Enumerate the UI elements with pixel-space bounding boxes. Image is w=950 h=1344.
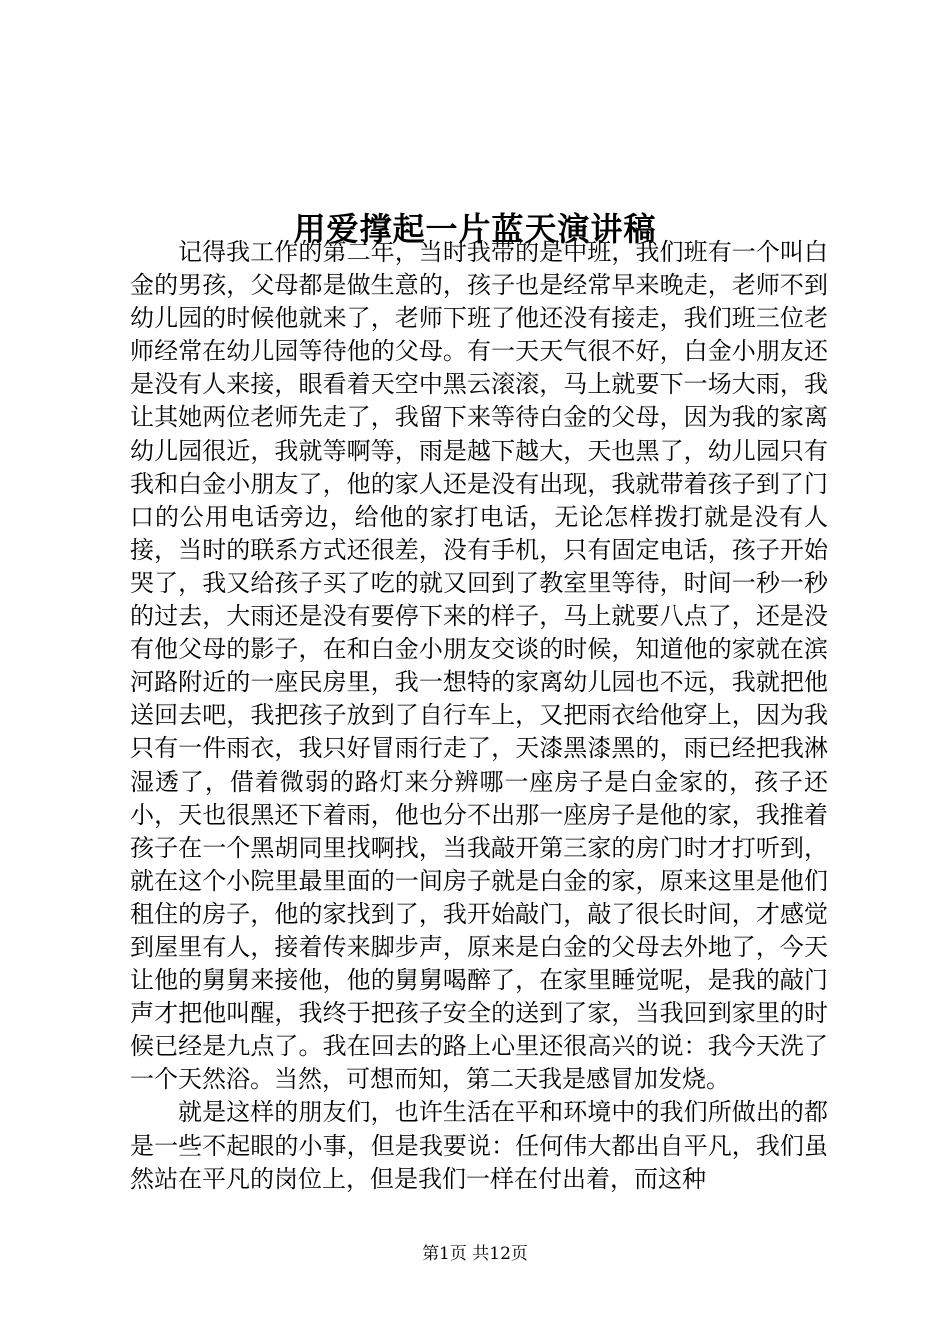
paragraph: 就是这样的朋友们，也许生活在平和环境中的我们所做出的都是一些不起眼的小事，但是我要说：任何伟大都出自平凡，我们虽然站在平凡的岗位上，但是我们一样在付出着，而这种 [130,1098,828,1193]
page-title: 用爱撑起一片蓝天演讲稿 [293,210,657,249]
paragraph: 记得我工作的第二年，当时我带的是中班，我们班有一个叫白金的男孩，父母都是做生意的，孩子也是经常早来晚走，老师不到幼儿园的时候他就来了，老师下班了他还没有接走，我们班三位老师经常在幼儿园等待他的父母。有一天天气很不好，白金小朋友还是没有人来接，眼看着天空中黑云滚滚，马上就要下一场大雨，我让其她两位老师先走了，我留下来等待白金的父母，因为我的家离幼儿园很近，我就等啊等，雨是越下越大，天也黑了，幼儿园只有我和白金小朋友了，他的家人还是没有出现，我就带着孩子到了门口的公用电话旁边，给他的家打电话，无论怎样拨打就是没有人接，当时的联系方式还很差，没有手机，只有固定电话，孩子开始哭了，我又给孩子买了吃的就又回到了教室里等待，时间一秒一秒的过去，大雨还是没有要停下来的样子，马上就要八点了，还是没有他父母的影子，在和白金小朋友交谈的时候，知道他的家就在滨河路附近的一座民房里，我一想特的家离幼儿园也不远，我就把他送回去吧，我把孩子放到了自行车上，又把雨衣给他穿上，因为我只有一件雨衣，我只好冒雨行走了，天漆黑漆黑的，雨已经把我淋湿透了，借着微弱的路灯来分辨哪一座房子是白金家的，孩子还小，天也很黑还下着雨，他也分不出那一座房子是他的家，我推着孩子在一个黑胡同里找啊找，当我敲开第三家的房门时才打听到，就在这个小院里最里面的一间房子就是白金的家，原来这里是他们租住的房子，他的家找到了，我开始敲门，敲了很长时间，才感觉到屋里有人，接着传来脚步声，原来是白金的父母去外地了，今天让他的舅舅来接他，他的舅舅喝醉了，在家里睡觉呢，是我的敲门声才把他叫醒，我终于把孩子安全的送到了家，当我回到家里的时候已经是九点了。我在回去的路上心里还很高兴的说：我今天洗了一个天然浴。当然，可想而知，第二天我是感冒加发烧。 [130,238,828,1094]
page-footer: 第1页 共12页 [422,1244,528,1264]
document-body [130,236,828,1196]
